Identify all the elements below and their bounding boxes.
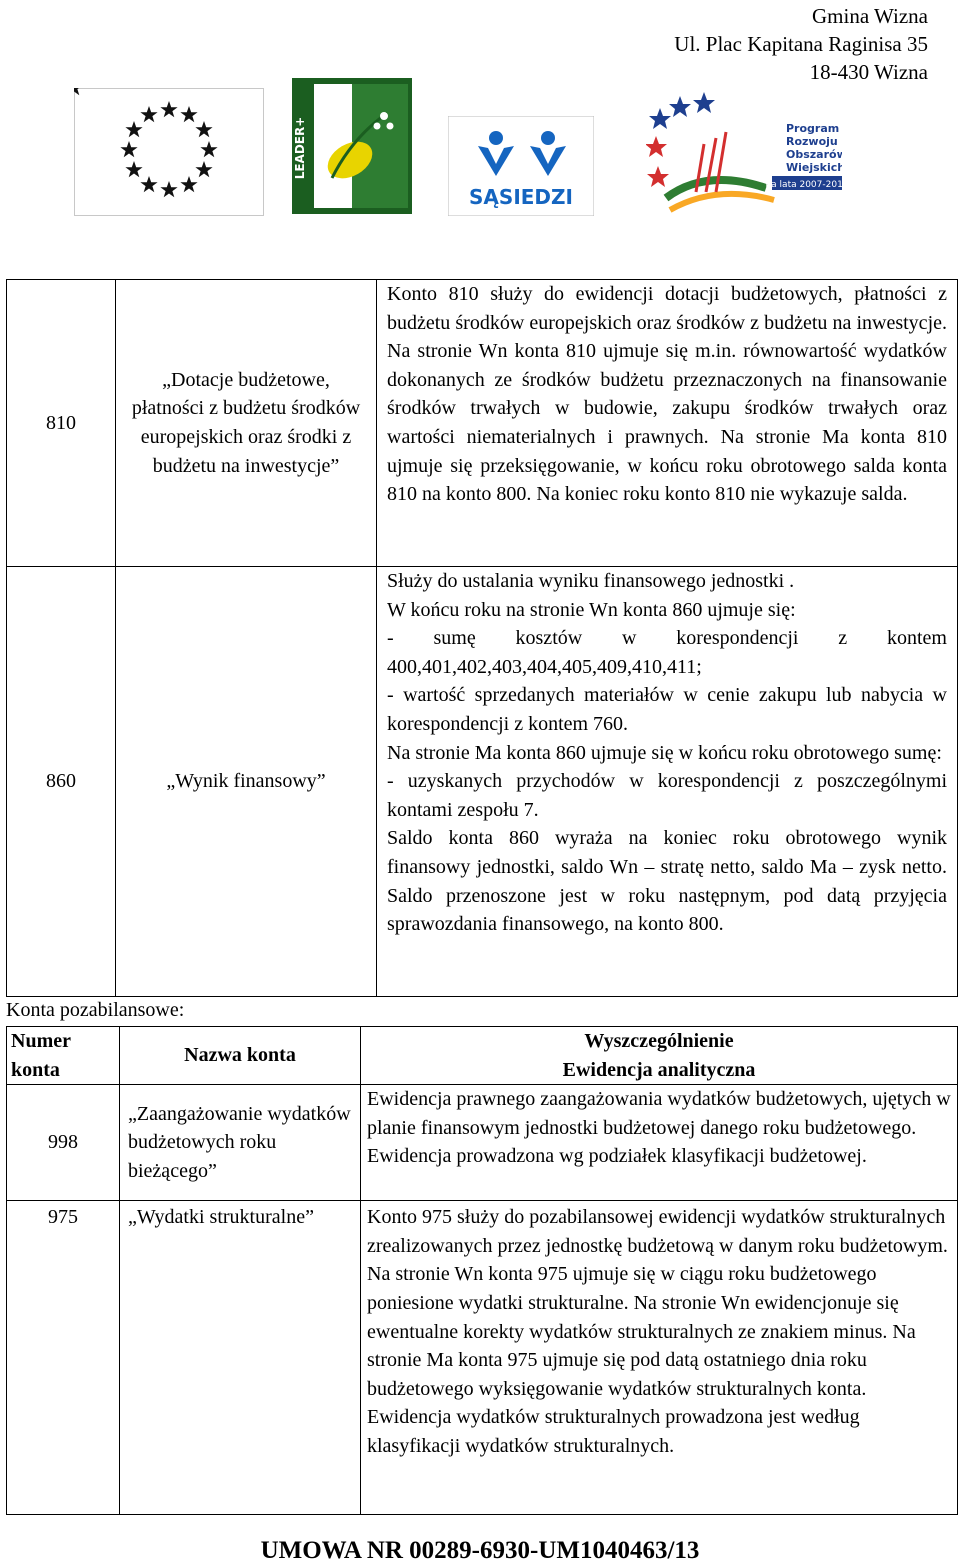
account-number: 998 — [7, 1085, 120, 1201]
off-balance-accounts-table — [6, 1026, 958, 1515]
prow-line: Obszarów — [786, 148, 842, 161]
eu-flag-icon — [74, 88, 264, 216]
account-name: „Wynik finansowy” — [116, 567, 377, 997]
prow-line: Program — [786, 122, 840, 135]
description-text: - wartość sprzedanych materiałów w cenie zakupu lub nabycia w korespondencji z kontem 760. — [387, 684, 947, 735]
address-line: Ul. Plac Kapitana Raginisa 35 — [674, 32, 928, 56]
account-name: „Wydatki strukturalne” — [120, 1201, 361, 1515]
account-description: Ewidencja prawnego zaangażowania wydatków budżetowych, ujętych w planie finansowym jednostki budżetowej danego roku budżetowego. Ewidencja prowadzona wg podziałek klasyfikacji budżetowej. — [361, 1085, 958, 1201]
table-row — [7, 1085, 958, 1201]
header-description — [361, 1027, 958, 1085]
account-number: 860 — [7, 567, 116, 997]
address-line: Gmina Wizna — [812, 4, 928, 28]
account-name: „Zaangażowanie wydatków budżetowych roku bieżącego” — [120, 1085, 361, 1201]
header-name: Nazwa konta — [120, 1027, 361, 1085]
prow-logo-icon — [646, 88, 842, 216]
leader-text: LEADER+ — [293, 116, 307, 180]
sasiedzi-logo-icon — [448, 116, 594, 216]
description-text: Służy do ustalania wyniku finansowego jednostki . — [387, 570, 795, 592]
address-line: 18-430 Wizna — [809, 60, 928, 84]
account-name: „Dotacje budżetowe, płatności z budżetu środków europejskich oraz środki z budżetu na inwestycje” — [116, 280, 377, 567]
prow-line: Wiejskich — [786, 161, 842, 174]
description-text: W końcu roku na stronie Wn konta 860 ujmuje się: — [387, 598, 796, 621]
description-text: - uzyskanych przychodów w korespondencji z poszczególnymi kontami zespołu 7. — [387, 770, 947, 821]
prow-line: Rozwoju — [786, 135, 838, 148]
account-number: 975 — [7, 1201, 120, 1515]
table-row — [7, 280, 958, 567]
header-number: Numer konta — [7, 1027, 120, 1085]
leader-logo-icon — [292, 78, 412, 214]
balance-accounts-table — [6, 279, 958, 997]
sasiedzi-text: SĄSIEDZI — [469, 185, 573, 209]
account-description: Konto 975 służy do pozabilansowej ewidencji wydatków strukturalnych zrealizowanych przez jednostkę budżetową w danym roku budżetowym. Na stronie Wn konta 975 ujmuje się w ciągu roku budżetowego poniesione wydatki strukturalne. Na stronie Wn ewidencjonuje się ewentualne korekty wydatków strukturalnych ze znakiem minus. Na stronie Ma konta 975 ujmuje się pod datą ostatniego dnia roku budżetowego wyksięgowanie wydatków strukturalnych konta. Ewidencja wydatków strukturalnych prowadzona jest według klasyfikacji wydatków strukturalnych. — [361, 1201, 958, 1515]
header-desc-line: Wyszczególnienie — [584, 1030, 734, 1052]
account-description — [377, 280, 958, 567]
prow-years: na lata 2007-2013 — [765, 180, 842, 190]
description-text: Konto 810 służy do ewidencji dotacji budżetowych, płatności z budżetu środków europejskich oraz środków z budżetu na inwestycje. Na stronie Wn konta 810 ujmuje się m.in. równowartość wydatków dokonanych ze środków budżetu przeznaczonych na finansowanie środków trwałych w budowie, zakupu środków trwałych oraz wartości niematerialnych i prawnych. Na stronie Ma konta 810 ujmuje się przeksięgowanie, w końcu roku obrotowego salda konta 810 na konto 800. Na koniec roku konto 810 nie wykazuje salda. — [387, 283, 947, 506]
header-desc-line: Ewidencja analityczna — [562, 1058, 756, 1081]
description-text: - sumę kosztów w korespondencji z kontem 400,401,402,403,404,405,409,410,411; — [387, 627, 947, 678]
off-balance-title: Konta pozabilansowe: — [6, 999, 185, 1021]
table-row — [7, 567, 958, 997]
footer-contract-number: UMOWA NR 00289-6930-UM1040463/13 — [260, 1537, 700, 1564]
table-row — [7, 1201, 958, 1515]
description-text: Na stronie Ma konta 860 ujmuje się w końcu roku obrotowego sumę: — [387, 741, 942, 764]
description-text: Saldo konta 860 wyraża na koniec roku obrotowego wynik finansowy jednostki, saldo Wn – stratę netto, saldo Ma – zysk netto. Saldo przenoszone jest w roku następnym, pod datą przyjęcia sprawozdania finansowego, na konto 800. — [387, 827, 947, 936]
account-number: 810 — [7, 280, 116, 567]
address-block — [674, 2, 928, 86]
table-header-row — [7, 1027, 958, 1085]
account-description — [377, 567, 958, 997]
